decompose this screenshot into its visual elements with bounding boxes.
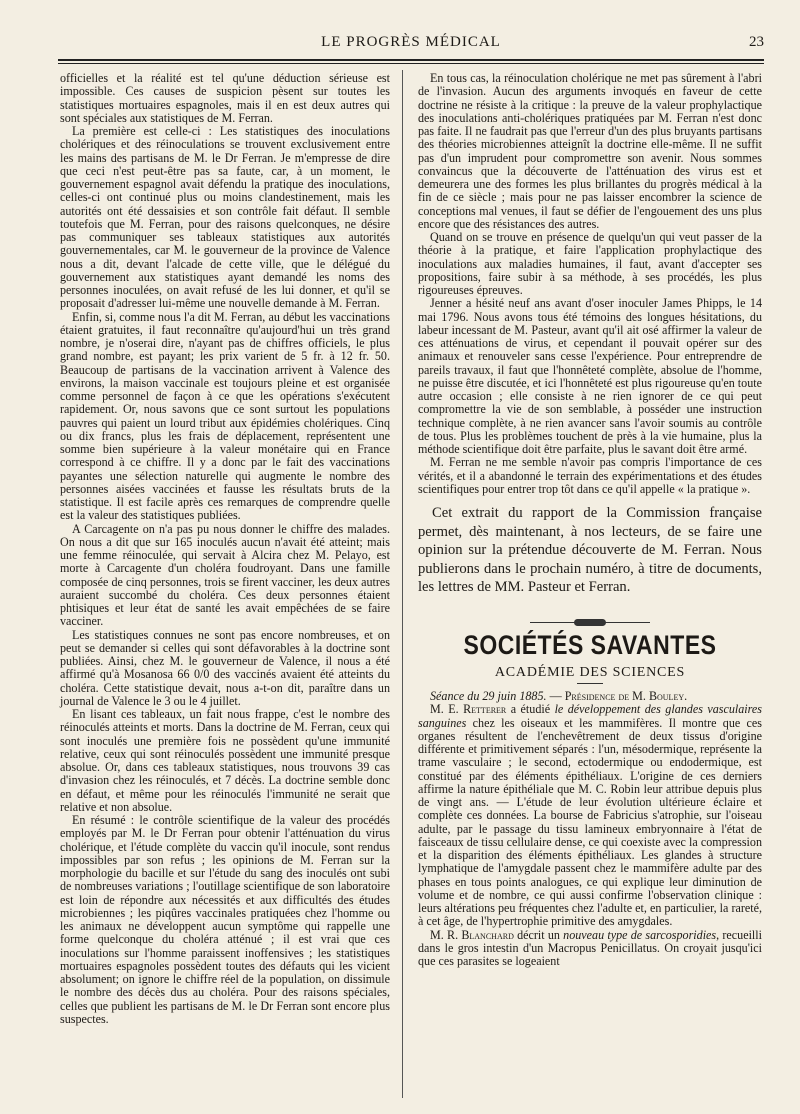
session-president: — Présidence de M. Bouley.	[546, 689, 688, 703]
right-column	[418, 72, 762, 968]
session-line	[418, 690, 762, 703]
paragraph: Les statistiques connues ne sont pas encore nombreuses, et on peut se demander si celles qui sont défavorables à la doctrine sont publiées. Ainsi, chez M. le gouverneur de Valence, il nous a été affirmé qu'à Mosanosa 66 0/0 des vaccinés avaient été atteints du choléra. Cette statistique devait, nous a-t-on dit, paraître dans un journal de Valence le 3 ou le 4 juillet.	[60, 627, 390, 708]
header-rule	[58, 59, 764, 61]
session-date: Séance du 29 juin 1885.	[430, 689, 547, 703]
paragraph: Jenner a hésité neuf ans avant d'oser inoculer James Phipps, le 14 mai 1796. Nous avons tous été témoins des longues hésitations, du labeur incessant de M. Pasteur, avant qu'il ait osé affirmer la valeur de ces atténuations de virus, et cependant il pouvait opérer sur des animaux et renouveler sans cesse l'expérience. Pour entreprendre de pareils travaux, il faut que l'honnêteté complète, absolue de l'homme, ne puisse être discutée, et ici l'honnêteté est plus rigoureuse qu'en toute autre occasion ; elle consiste à ne rien ignorer de ce qui peut compromettre la vie de son semblable, à posséder une instruction technique complète, à ne rien avancer sans l'avoir soumis au contrôle de tous. Plus les problèmes touchent de près à la vie humaine, plus la méthode scientifique doit être parfaite, plus le savant doit être armé.	[418, 296, 762, 456]
paragraph: En résumé : le contrôle scientifique de la valeur des procédés employés par M. le Dr Ferran pour obtenir l'atténuation du virus cholérique, et l'étude complète du vaccin qu'il inocule, sont rendus impossibles par son refus ; les opinions de M. Ferran sur la morphologie du bacille et sur l'étude du sang des inoculés ont subi de nombreuses variations ; l'outillage scientifique de son laboratoire est loin de répondre aux nécessités et aux difficultés des études microbiennes ; les piqûres vaccinales pratiquées chez l'homme ou les animaux ne développent aucun symptôme qui rappelle une forme quelconque du choléra atténué ; il est vrai que ces inoculations sur l'homme paraissent inoffensives ; les statistiques mortuaires espagnoles possèdent toutes des défauts qui les vicient absolument; on ignore le chiffre réel de la population, on dissimule le nombre des décès dus au choléra. Pour des raisons spéciales, celles que publient les partisans de M. le Dr Ferran sont encore plus suspectes.	[60, 813, 390, 1026]
paragraph: En tous cas, la réinoculation cholérique ne met pas sûrement à l'abri de l'invasion. Aucun des arguments invoqués en faveur de cette doctrine ne résiste à la critique : la preuve de la valeur prophylactique des inoculations anti-cholériques pratiquées par M. Ferran n'est donc pas faite. Il ne faudrait pas que l'erreur d'un des plus bruyants partisans des théories microbiennes atteignît la doctrine elle-même. Il ne suffit pas d'un imprudent pour compromettre son avenir. Nous sommes convaincus que la découverte de l'atténuation des virus est et demeurera une des formes les plus brillantes du progrès médical à la fin de ce siècle ; mais pour ne pas laisser encombrer la science de conceptions mal venues, il faut se défier de l'engouement des uns plus encore que des résistances des autres.	[418, 71, 762, 231]
page-number: 23	[749, 34, 764, 50]
paragraph: M. Ferran ne me semble n'avoir pas compris l'importance de ces vérités, et il a abandonné le terrain des expérimentations et des études scientifiques pour entrer trop tôt dans ce qu'il appelle « la pratique ».	[418, 455, 762, 496]
academy-title: ACADÉMIE DES SCIENCES	[494, 664, 686, 680]
paragraph	[418, 929, 762, 969]
paragraph-verb: décrit un	[513, 927, 564, 942]
paragraph: officielles et la réalité est tel qu'une déduction sérieuse est impossible. Ces causes de suspicion pèsent sur toutes les statistiques mortuaires espagnoles, mais il en est deux autres qui sont spéciales aux statistiques de M. Ferran.	[60, 71, 390, 125]
paragraph-body: , recueilli dans le gros intestin d'un Macropus Penicillatus. On croyait jusqu'ici que ces parasites se logeaient	[418, 927, 763, 968]
author-name: Retterer	[463, 702, 507, 717]
paragraph	[418, 703, 762, 928]
left-column	[60, 72, 390, 1026]
author-initials: M. R.	[430, 927, 462, 942]
header-rule-thin	[58, 63, 764, 64]
work-title: nouveau type de sarcosporidies	[563, 927, 717, 942]
author-name: Blanchard	[461, 927, 514, 942]
paragraph: Enfin, si, comme nous l'a dit M. Ferran, au début les vaccinations étaient gratuites, il faut reconnaître qu'aujourd'hui un très grand nombre, je n'oserai dire, n'ayant pas de chiffres officiels, le plus grand nombre, est payant; les prix varient de 5 fr. à 12 fr. 50. Beaucoup de partisans de la vaccination arrivent à Valence des environs, la maison vaccinale est toujours pleine et est organisée comme personnel de façon à ce que les opérations s'exécutent rapidement. Or, nous savons que ce sont surtout les populations pauvres qui paient un lourd tribut aux épidémies cholériques. Cinq ou dix francs, plus les frais de déplacement, représentent une somme bien supérieure à la valeur monétaire qui en France correspond à ce chiffre. Il y a donc par le fait des vaccinations payantes une sélection naturelle qui augmente le nombre des personnes aisées vaccinées et fausse les résultats bruts de la statistique. Il est facile après ces remarques de comprendre quelle est la valeur des statistiques publiées.	[60, 309, 390, 523]
section-ornament	[530, 619, 650, 627]
work-title: le développement des glandes vasculaires sanguines	[418, 702, 762, 730]
paragraph: A Carcagente on n'a pas pu nous donner le chiffre des malades. On nous a dit que sur 165 inoculés aucun n'avait été atteint; mais une femme réinoculée, qui servait à Alcira chez M. Pelayo, est morte à Carcagente d'un choléra foudroyant. Dans une famille composée de cinq personnes, trois se firent vacciner, les deux autres auraient succombé du choléra. Ces deux personnes étaient phtisiques et leur état de santé les avait empêchées de se faire vacciner.	[60, 521, 390, 629]
author-initials: M. E.	[430, 702, 464, 717]
paragraph-body: chez les oiseaux et les mammifères. Il montre que ces organes résultent de l'enchevêtrement de deux tissus d'origine différente et primitivement séparés : l'un, mésodermique, représente la trame vasculaire ; le second, ectodermique ou endodermique, est constitué par des éléments épithéliaux. L'origine de ces derniers affirme la nature épithéliale que M. C. Robin leur attribue depuis plus de vingt ans. — L'étude de leur évolution ultérieure éclaire et complète ces données. La bourse de Fabricius s'atrophie, sur l'oiseau adulte, par le passage du tissu lamineux embryonnaire à l'état de faisceaux de tissu cellulaire dense, ce qui coexiste avec la compression et la disparition des éléments épithéliaux. Les glandes à structure lymphatique de l'amygdale passent chez le mammifère adulte par des phases en tous points analogues, ce qui explique leur diminution de volume et de nombre, ce qui aussi confirme l'observation clinique : leurs altérations peu fréquentes chez l'adulte et, en particulier, la rareté, à cet âge, de l'hypertrophie primitive des amygdales.	[418, 715, 762, 929]
paragraph: En lisant ces tableaux, un fait nous frappe, c'est le nombre des réinoculés atteints et morts. Dans la doctrine de M. Ferran, ceux qui sont inoculés une première fois ne possèdent qu'une immunité relative, ceux qui sont réinoculés possèdent une immunité presque absolue. Or, dans ces tableaux statistiques, nous trouvons 39 cas d'invasion chez les réinoculés, et 7 décès. La doctrine semble donc en défaut, et même pour les réinoculés l'immunité ne serait que relative et non absolue.	[60, 707, 390, 814]
subtitle-rule	[577, 683, 603, 684]
column-divider	[402, 70, 403, 1098]
editor-note: Cet extrait du rapport de la Commission française permet, dès maintenant, à nos lecteurs, de se faire une opinion sur la prétendue découverte de M. Ferran. Nous publierons dans le prochain numéro, à titre de documents, les lettres de MM. Pasteur et Ferran.	[418, 505, 762, 595]
paragraph-verb: a étudié	[506, 702, 555, 717]
section-title: SOCIÉTÉS SAVANTES	[463, 629, 717, 660]
paragraph: Quand on se trouve en présence de quelqu'un qui veut passer de la théorie à la pratique, et faire l'application prophylactique des inoculations aux maladies humaines, il faut, avant d'accepter ses propositions, faire subir à sa méthode, à ses procédés, les plus rigoureuses épreuves.	[418, 230, 762, 297]
page-header	[58, 30, 764, 56]
paragraph: La première est celle-ci : Les statistiques des inoculations cholériques et des réinoculations se trouvent exclusivement entre les mains des partisans de M. le Dr Ferran. Je m'empresse de dire que ceci n'est peut-être pas sa faute, car, à un moment, le gouvernement espagnol avait défendu la pratique des inoculations, celles-ci ont continué plus ou moins clandestinement, mais les autorités ont été dessaisies et son contrôle fait défaut. Il semble toutefois que M. Ferran, pour des raisons quelconques, ne désire pas communiquer ses tableaux statistiques aux autorités gouvernementales, car M. le gouverneur de la province de Valence nous a dit, devant l'alcade de cette ville, que le délégué du gouvernement aux statistiques ayant demandé les noms des personnes inoculées, on avait refusé de les lui donner, et qu'il se proposait d'adresser lui-même une nouvelle demande à M. Ferran.	[60, 124, 390, 311]
journal-title: LE PROGRÈS MÉDICAL	[321, 34, 501, 50]
